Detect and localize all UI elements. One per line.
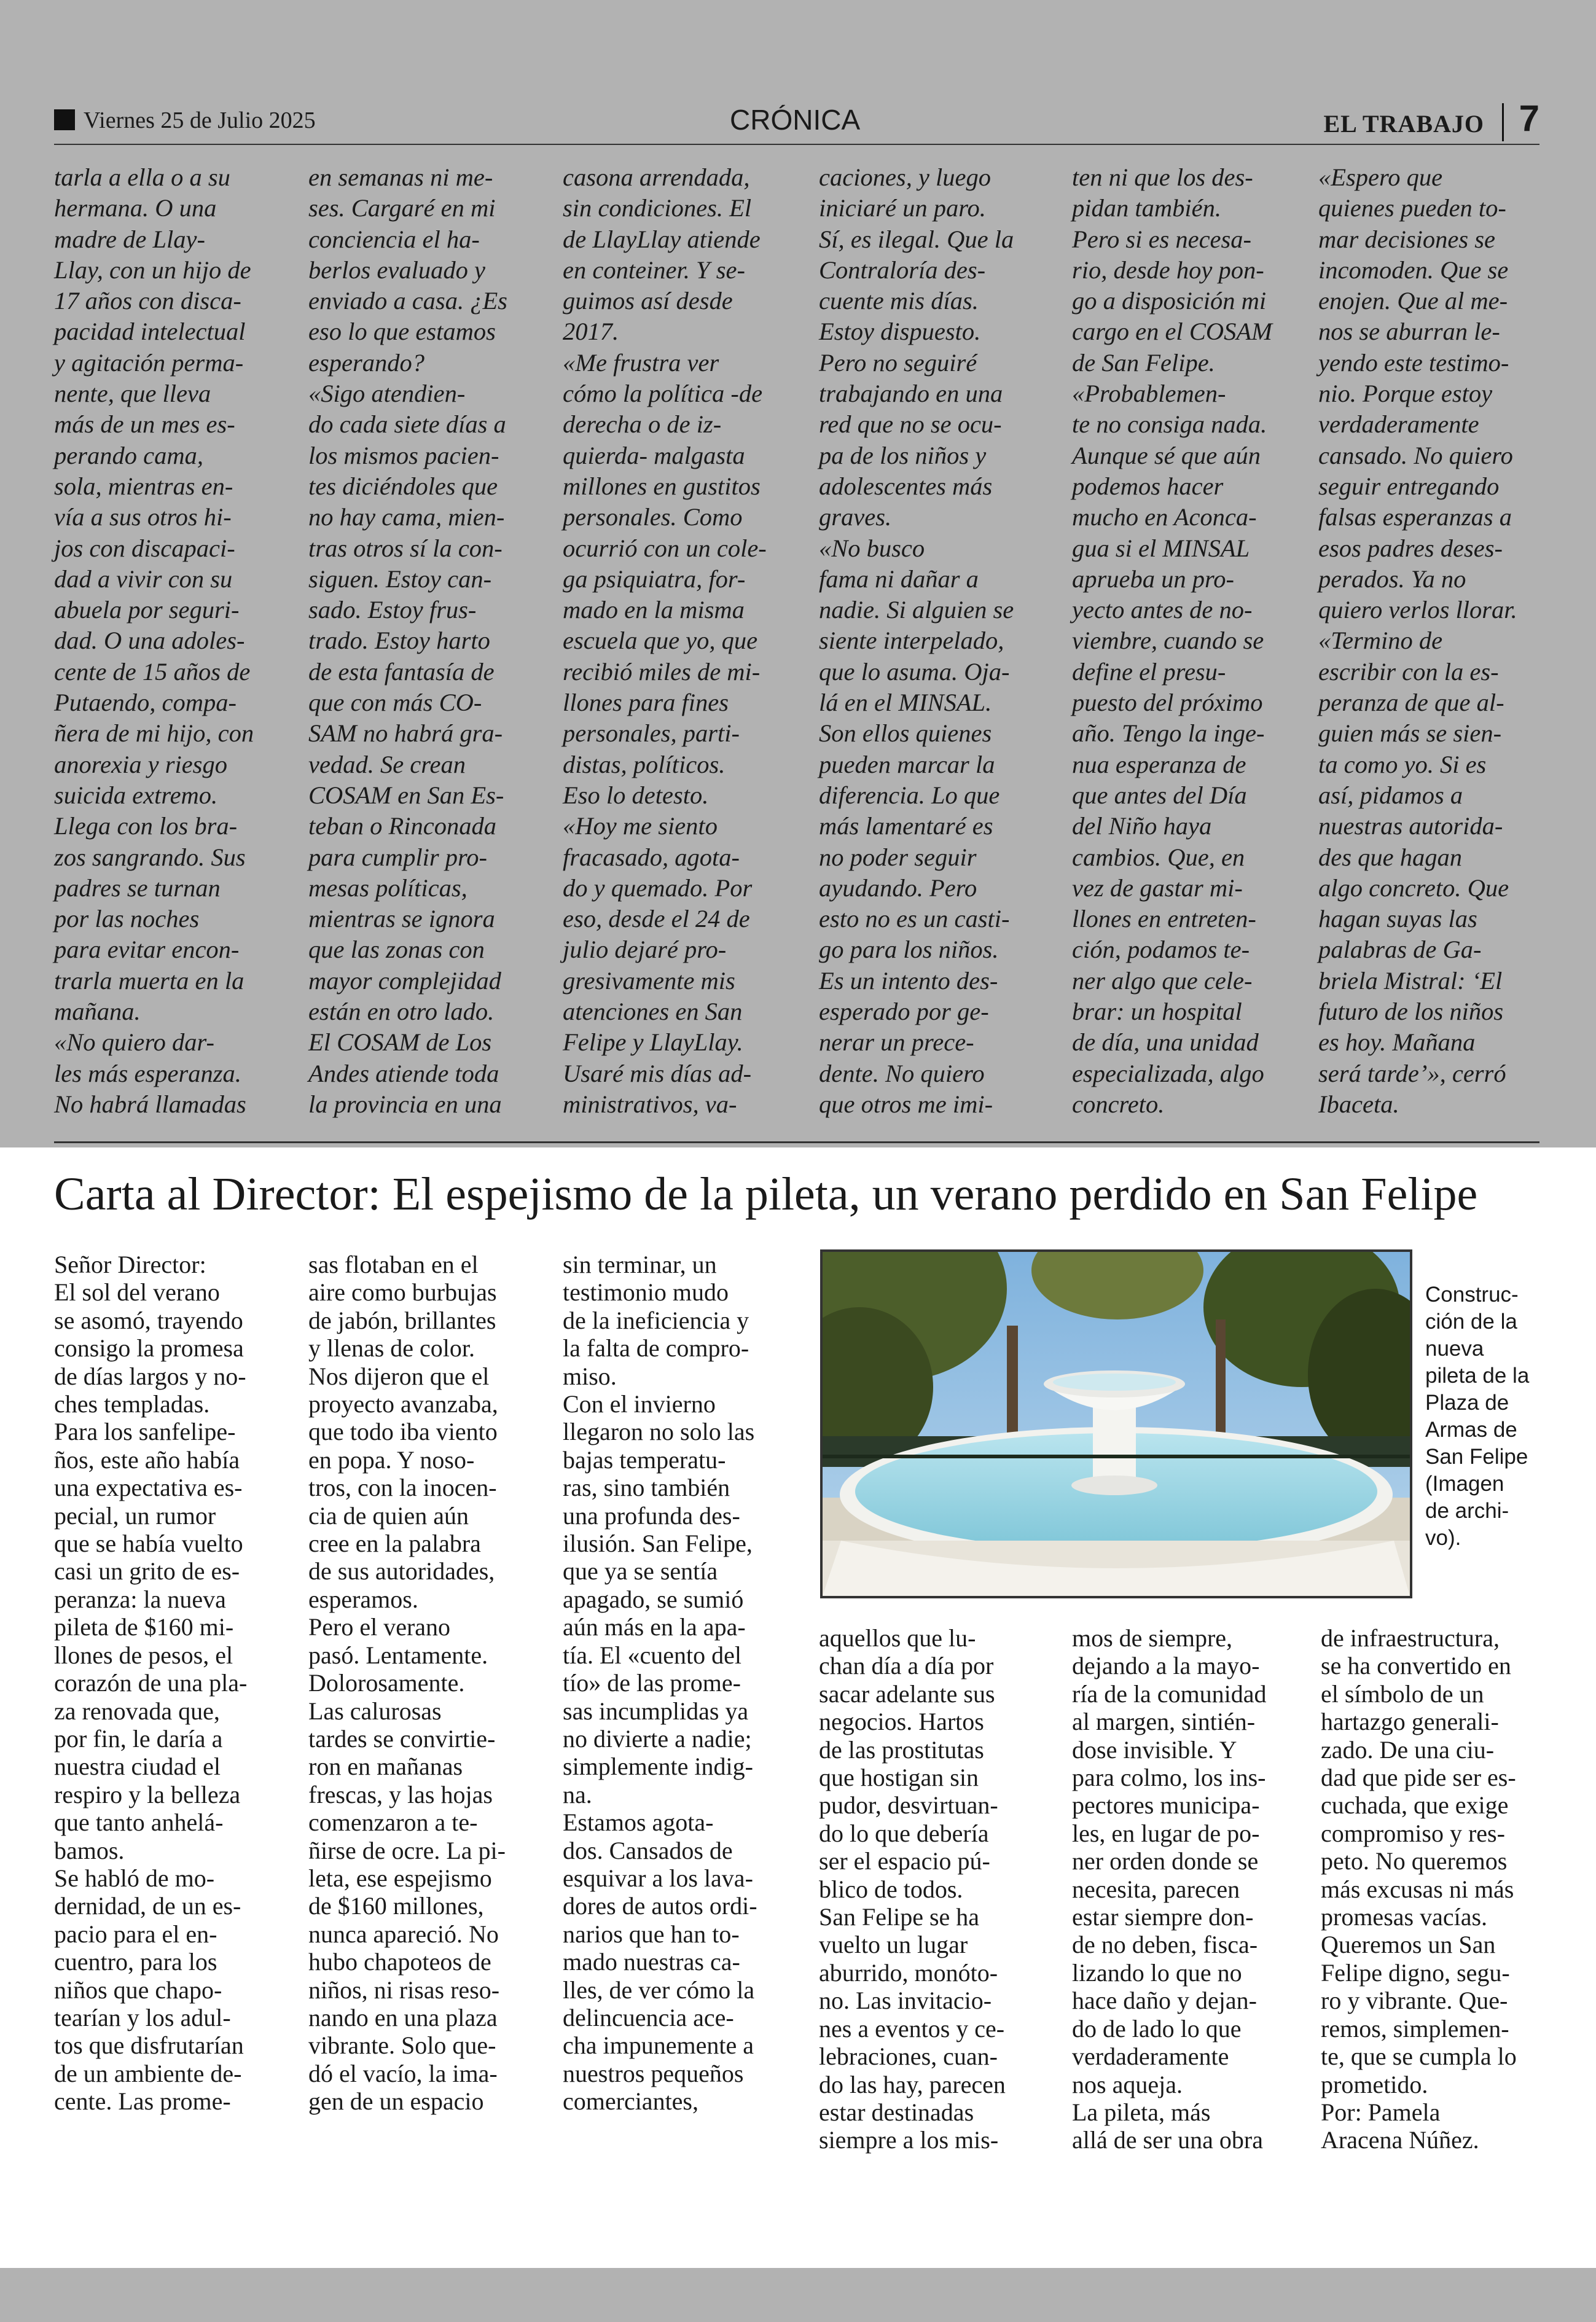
header-rule xyxy=(54,144,1539,145)
header-date-text: Viernes 25 de Julio 2025 xyxy=(84,108,316,133)
letter-column-4: aquellos que lu- chan día a día por sacar adelante sus negocios. Hartos de las prostitutas que hostigan sin pudor, desvirtuan- do lo que debería ser el espacio pú- blico de todos. San Felipe se ha vuelto un lugar aburrido, monóto- no. Las invitacio- nes a eventos y ce- lebraciones, cuan- do las hay, parecen estar destinadas siempre a los mis- xyxy=(819,1624,1006,2154)
letter-headline: Carta al Director: El espejismo de la pileta, un verano perdido en San Felipe xyxy=(54,1168,1478,1220)
letter-column-6: de infraestructura, se ha convertido en el símbolo de un hartazgo generali- zado. De una ciu- dad que pide ser es- cuchada, que exige compromiso y res- peto. No queremos más excusas ni más promesas vacías. Queremos un San Felipe digno, segu- ro y vibrante. Que- remos, simplemen- te, que se cumpla lo prometido. Por: Pamela Aracena Núñez. xyxy=(1321,1624,1517,2154)
section-rule xyxy=(54,1141,1539,1143)
photo-caption: Construc- ción de la nueva pileta de la Plaza de Armas de San Felipe (Imagen de archi- vo). xyxy=(1425,1283,1530,1550)
bottom-margin-band xyxy=(0,2268,1596,2322)
header-date xyxy=(54,107,316,134)
header-divider xyxy=(1502,103,1504,141)
letter-column-5: mos de siempre, dejando a la mayo- ría de la comunidad al margen, sintién- dose invisible. Y para colmo, los ins- pectores municipa- les, en lugar de po- ner orden donde se necesita, parecen estar siempre don- de no deben, fisca- lizando lo que no hace daño y dejan- do de lado lo que verdaderamente nos aqueja. La pileta, más allá de ser una obra xyxy=(1072,1624,1267,2154)
top-article-column-1: tarla a ella o a su hermana. O una madre de Llay- Llay, con un hijo de 17 años con disca- pacidad intelectual y agitación perma- nente, que lleva más de un mes es- perando cama, sola, mientras en- vía a sus otros hi- jos con discapaci- dad a vivir con su abuela por seguri- dad. O una adoles- cente de 15 años de Putaendo, compa- ñera de mi hijo, con anorexia y riesgo suicida extremo. Llega con los bra- zos sangrando. Sus padres se turnan por las noches para evitar encon- trarla muerta en la mañana. «No quiero dar- les más esperanza. No habrá llamadas xyxy=(54,163,254,1118)
letter-column-2: sas flotaban en el aire como burbujas de jabón, brillantes y llenas de color. Nos dijeron que el proyecto avanzaba, que todo iba viento en popa. Y noso- tros, con la inocen- cia de quien aún cree en la palabra de sus autoridades, esperamos. Pero el verano pasó. Lentamente. Dolorosamente. Las calurosas tardes se convirtie- ron en mañanas frescas, y las hojas comenzaron a te- ñirse de ocre. La pi- leta, ese espejismo de $160 millones, nunca apareció. No hubo chapoteos de niños, ni risas reso- nando en una plaza vibrante. Solo que- dó el vacío, la ima- gen de un espacio xyxy=(308,1251,506,2116)
letter-column-3: sin terminar, un testimonio mudo de la ineficiencia y la falta de compro- miso. Con el invierno llegaron no solo las bajas temperatu- ras, sino también una profunda des- ilusión. San Felipe, que ya se sentía apagado, se sumió aún más en la apa- tía. El «cuento del tío» de las prome- sas incumplidas ya no divierte a nadie; simplemente indig- na. Estamos agota- dos. Cansados de esquivar a los lava- dores de autos ordi- narios que han to- mado nuestras ca- lles, de ver cómo la delincuencia ace- cha impunemente a nuestros pequeños comerciantes, xyxy=(563,1251,757,2116)
top-article-column-6: «Espero que quienes pueden to- mar decisiones se incomoden. Que se enojen. Que al me- nos se aburran le- yendo este testimo- nio. Porque estoy verdaderamente cansado. No quiero seguir entregando falsas esperanzas a esos padres deses- perados. Ya no quiero verlos llorar. «Termino de escribir con la es- peranza de que al- guien más se sien- ta como yo. Si es así, pidamos a nuestras autorida- des que hagan algo concreto. Que hagan suyas las palabras de Ga- briela Mistral: ‘El futuro de los niños es hoy. Mañana será tarde’», cerró Ibaceta. xyxy=(1318,163,1517,1118)
top-article-column-5: ten ni que los des- pidan también. Pero si es necesa- rio, desde hoy pon- go a disposición mi cargo en el COSAM de San Felipe. «Probablemen- te no consiga nada. Aunque sé que aún podemos hacer mucho en Aconca- gua si el MINSAL aprueba un pro- yecto antes de no- viembre, cuando se define el presu- puesto del próximo año. Tengo la inge- nua esperanza de que antes del Día del Niño haya cambios. Que, en vez de gastar mi- llones en entreten- ción, podamos te- ner algo que cele- brar: un hospital de día, una unidad especializada, algo concreto. xyxy=(1072,163,1272,1118)
fountain-photo xyxy=(820,1249,1412,1598)
fountain-illustration xyxy=(823,1252,1410,1596)
newspaper-name: EL TRABAJO xyxy=(1323,110,1484,138)
page-header xyxy=(54,98,1539,147)
section-name: CRÓNICA xyxy=(730,104,861,136)
top-article-column-3: casona arrendada, sin condiciones. El de LlayLlay atiende en conteiner. Y se- guimos así desde 2017. «Me frustra ver cómo la política -de derecha o de iz- quierda- malgasta millones en gustitos personales. Como ocurrió con un cole- ga psiquiatra, for- mado en la misma escuela que yo, que recibió miles de mi- llones para fines personales, parti- distas, políticos. Eso lo detesto. «Hoy me siento fracasado, agota- do y quemado. Por eso, desde el 24 de julio dejaré pro- gresivamente mis atenciones en San Felipe y LlayLlay. Usaré mis días ad- ministrativos, va- xyxy=(563,163,767,1118)
top-article-column-2: en semanas ni me- ses. Cargaré en mi conciencia el ha- berlos evaluado y enviado a casa. ¿Es eso lo que estamos esperando? «Sigo atendien- do cada siete días a los mismos pacien- tes diciéndoles que no hay cama, mien- tras otros sí la con- siguen. Estoy can- sado. Estoy frus- trado. Estoy harto de esta fantasía de que con más CO- SAM no habrá gra- vedad. Se crean COSAM en San Es- teban o Rinconada para cumplir pro- mesas políticas, mientras se ignora que las zonas con mayor complejidad están en otro lado. El COSAM de Los Andes atiende toda la provincia en una xyxy=(308,163,507,1118)
top-article-column-4: caciones, y luego iniciaré un paro. Sí, es ilegal. Que la Contraloría des- cuente mis días. Estoy dispuesto. Pero no seguiré trabajando en una red que no se ocu- pa de los niños y adolescentes más graves. «No busco fama ni dañar a nadie. Si alguien se siente interpelado, que lo asuma. Oja- lá en el MINSAL. Son ellos quienes pueden marcar la diferencia. Lo que más lamentaré es no poder seguir ayudando. Pero esto no es un casti- go para los niños. Es un intento des- esperado por ge- nerar un prece- dente. No quiero que otros me imi- xyxy=(819,163,1014,1118)
letter-column-1: Señor Director: El sol del verano se asomó, trayendo consigo la promesa de días largos y no- ches templadas. Para los sanfelipe- ños, este año había una expectativa es- pecial, un rumor que se había vuelto casi un grito de es- peranza: la nueva pileta de $160 mi- llones de pesos, el corazón de una pla- za renovada que, por fin, le daría a nuestra ciudad el respiro y la belleza que tanto anhelá- bamos. Se habló de mo- dernidad, de un es- pacio para el en- cuentro, para los niños que chapo- tearían y los adul- tos que disfrutarían de un ambiente de- cente. Las prome- xyxy=(54,1251,248,2116)
page-number: 7 xyxy=(1519,98,1539,139)
square-bullet-icon xyxy=(54,109,75,130)
